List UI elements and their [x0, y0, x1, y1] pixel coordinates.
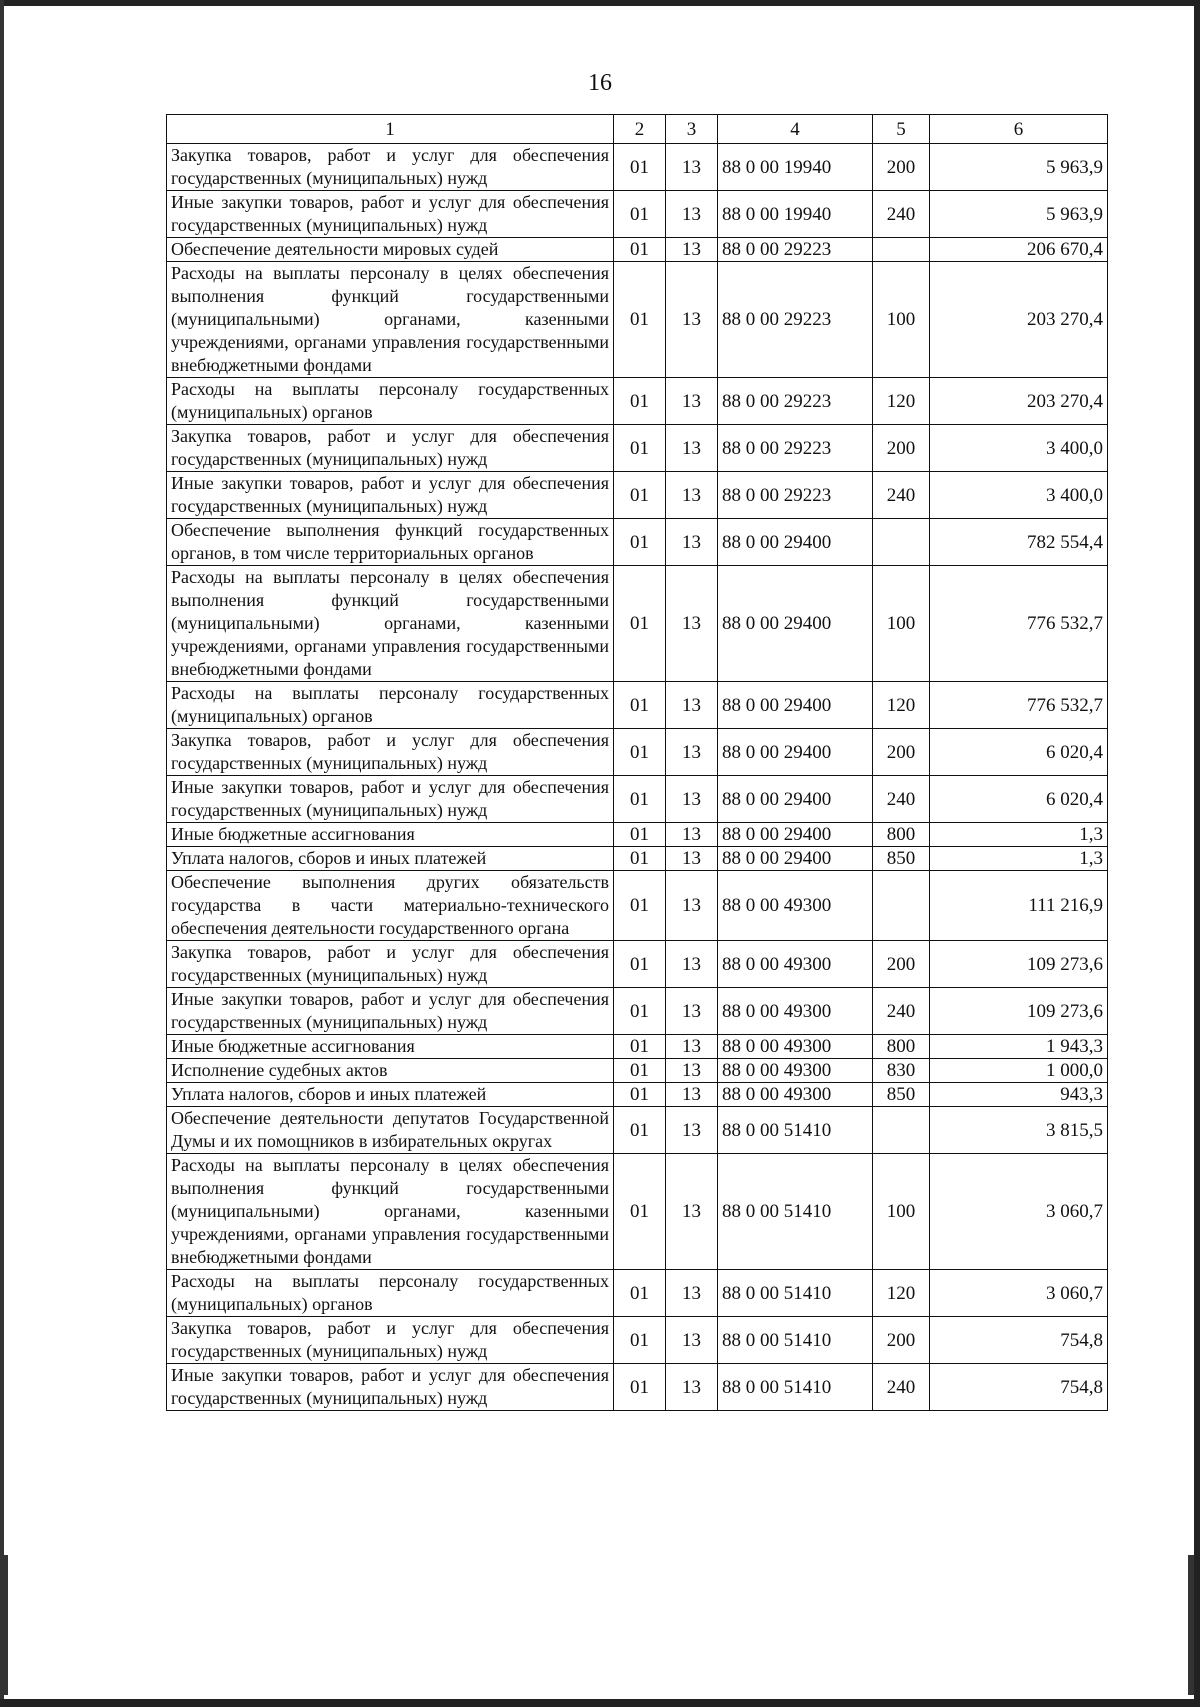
row-subsection: 13	[666, 1317, 718, 1364]
header-col-6: 6	[930, 115, 1108, 144]
row-amount: 5 963,9	[930, 191, 1108, 238]
row-section: 01	[614, 941, 666, 988]
row-subsection: 13	[666, 847, 718, 871]
row-section: 01	[614, 682, 666, 729]
row-amount: 1,3	[930, 823, 1108, 847]
table-row	[167, 847, 1108, 871]
row-section: 01	[614, 729, 666, 776]
row-section: 01	[614, 988, 666, 1035]
row-amount: 776 532,7	[930, 566, 1108, 682]
table-row	[167, 191, 1108, 238]
header-col-4: 4	[718, 115, 873, 144]
row-subsection: 13	[666, 144, 718, 191]
row-target-code: 88 0 00 29400	[718, 776, 873, 823]
row-section: 01	[614, 1154, 666, 1270]
row-section: 01	[614, 1035, 666, 1059]
row-amount: 109 273,6	[930, 941, 1108, 988]
row-target-code: 88 0 00 49300	[718, 988, 873, 1035]
row-expense-type: 200	[873, 941, 930, 988]
row-description: Обеспечение выполнения других обязательств государства в части материально-технического обеспечения деятельности государственного органа	[167, 871, 614, 941]
row-target-code: 88 0 00 19940	[718, 144, 873, 191]
row-section: 01	[614, 1083, 666, 1107]
row-section: 01	[614, 519, 666, 566]
table-row	[167, 1059, 1108, 1083]
row-amount: 3 060,7	[930, 1154, 1108, 1270]
row-section: 01	[614, 1364, 666, 1411]
row-subsection: 13	[666, 1154, 718, 1270]
row-description: Уплата налогов, сборов и иных платежей	[167, 1083, 614, 1107]
row-description: Расходы на выплаты персоналу в целях обеспечения выполнения функций государственными (муниципальными) органами, казенными учреждениями, органами управления государственными внебюджетными фондами	[167, 262, 614, 378]
row-description: Иные закупки товаров, работ и услуг для обеспечения государственных (муниципальных) нужд	[167, 988, 614, 1035]
row-description: Исполнение судебных актов	[167, 1059, 614, 1083]
row-expense-type: 120	[873, 1270, 930, 1317]
row-expense-type: 240	[873, 988, 930, 1035]
row-subsection: 13	[666, 1364, 718, 1411]
row-subsection: 13	[666, 1059, 718, 1083]
row-target-code: 88 0 00 51410	[718, 1364, 873, 1411]
row-amount: 206 670,4	[930, 238, 1108, 262]
row-expense-type: 800	[873, 823, 930, 847]
row-description: Закупка товаров, работ и услуг для обеспечения государственных (муниципальных) нужд	[167, 1317, 614, 1364]
row-amount: 754,8	[930, 1317, 1108, 1364]
row-target-code: 88 0 00 49300	[718, 871, 873, 941]
row-amount: 3 815,5	[930, 1107, 1108, 1154]
row-amount: 1,3	[930, 847, 1108, 871]
row-amount: 3 400,0	[930, 425, 1108, 472]
row-amount: 5 963,9	[930, 144, 1108, 191]
table-row	[167, 1270, 1108, 1317]
row-section: 01	[614, 1317, 666, 1364]
table-row	[167, 472, 1108, 519]
row-section: 01	[614, 823, 666, 847]
table-row	[167, 425, 1108, 472]
row-target-code: 88 0 00 49300	[718, 1083, 873, 1107]
row-subsection: 13	[666, 871, 718, 941]
row-target-code: 88 0 00 29223	[718, 262, 873, 378]
row-target-code: 88 0 00 19940	[718, 191, 873, 238]
row-description: Иные закупки товаров, работ и услуг для обеспечения государственных (муниципальных) нужд	[167, 472, 614, 519]
row-amount: 776 532,7	[930, 682, 1108, 729]
row-target-code: 88 0 00 29400	[718, 729, 873, 776]
scan-border-bottom	[0, 1699, 1200, 1707]
row-expense-type: 830	[873, 1059, 930, 1083]
row-subsection: 13	[666, 566, 718, 682]
row-amount: 6 020,4	[930, 776, 1108, 823]
row-subsection: 13	[666, 1083, 718, 1107]
row-target-code: 88 0 00 29400	[718, 823, 873, 847]
row-expense-type	[873, 1107, 930, 1154]
table-row	[167, 1317, 1108, 1364]
row-expense-type: 240	[873, 191, 930, 238]
row-section: 01	[614, 566, 666, 682]
row-expense-type: 100	[873, 262, 930, 378]
row-section: 01	[614, 262, 666, 378]
row-description: Закупка товаров, работ и услуг для обеспечения государственных (муниципальных) нужд	[167, 144, 614, 191]
row-target-code: 88 0 00 49300	[718, 941, 873, 988]
row-section: 01	[614, 472, 666, 519]
row-section: 01	[614, 1270, 666, 1317]
row-section: 01	[614, 871, 666, 941]
row-subsection: 13	[666, 262, 718, 378]
row-subsection: 13	[666, 729, 718, 776]
table-row	[167, 1035, 1108, 1059]
row-subsection: 13	[666, 682, 718, 729]
table-row	[167, 1083, 1108, 1107]
table-row	[167, 823, 1108, 847]
row-target-code: 88 0 00 29400	[718, 566, 873, 682]
header-col-1: 1	[167, 115, 614, 144]
row-amount: 203 270,4	[930, 378, 1108, 425]
row-amount: 1 000,0	[930, 1059, 1108, 1083]
row-section: 01	[614, 238, 666, 262]
table-row	[167, 238, 1108, 262]
row-subsection: 13	[666, 1035, 718, 1059]
row-description: Расходы на выплаты персоналу государственных (муниципальных) органов	[167, 378, 614, 425]
row-subsection: 13	[666, 941, 718, 988]
row-amount: 1 943,3	[930, 1035, 1108, 1059]
table-row	[167, 144, 1108, 191]
row-expense-type	[873, 871, 930, 941]
row-target-code: 88 0 00 29400	[718, 519, 873, 566]
row-amount: 6 020,4	[930, 729, 1108, 776]
table-row	[167, 941, 1108, 988]
row-expense-type: 100	[873, 566, 930, 682]
row-subsection: 13	[666, 191, 718, 238]
row-description: Расходы на выплаты персоналу в целях обеспечения выполнения функций государственными (муниципальными) органами, казенными учреждениями, органами управления государственными внебюджетными фондами	[167, 1154, 614, 1270]
row-target-code: 88 0 00 51410	[718, 1107, 873, 1154]
row-expense-type	[873, 519, 930, 566]
row-target-code: 88 0 00 49300	[718, 1035, 873, 1059]
row-target-code: 88 0 00 29223	[718, 425, 873, 472]
row-subsection: 13	[666, 378, 718, 425]
row-expense-type: 200	[873, 1317, 930, 1364]
row-expense-type: 100	[873, 1154, 930, 1270]
row-subsection: 13	[666, 425, 718, 472]
row-description: Иные бюджетные ассигнования	[167, 1035, 614, 1059]
table-row	[167, 1107, 1108, 1154]
table-row	[167, 776, 1108, 823]
row-target-code: 88 0 00 29223	[718, 378, 873, 425]
row-target-code: 88 0 00 49300	[718, 1059, 873, 1083]
row-amount: 3 400,0	[930, 472, 1108, 519]
row-expense-type	[873, 238, 930, 262]
row-amount: 3 060,7	[930, 1270, 1108, 1317]
row-section: 01	[614, 191, 666, 238]
table-row	[167, 1154, 1108, 1270]
table-row	[167, 1364, 1108, 1411]
table-row	[167, 566, 1108, 682]
row-expense-type: 240	[873, 1364, 930, 1411]
row-expense-type: 120	[873, 682, 930, 729]
row-expense-type: 240	[873, 472, 930, 519]
row-description: Иные закупки товаров, работ и услуг для обеспечения государственных (муниципальных) нужд	[167, 191, 614, 238]
row-expense-type: 200	[873, 144, 930, 191]
row-description: Расходы на выплаты персоналу в целях обеспечения выполнения функций государственными (муниципальными) органами, казенными учреждениями, органами управления государственными внебюджетными фондами	[167, 566, 614, 682]
table-row	[167, 729, 1108, 776]
row-target-code: 88 0 00 29400	[718, 682, 873, 729]
row-description: Иные закупки товаров, работ и услуг для обеспечения государственных (муниципальных) нужд	[167, 776, 614, 823]
table-row	[167, 519, 1108, 566]
row-section: 01	[614, 1059, 666, 1083]
row-section: 01	[614, 144, 666, 191]
header-col-5: 5	[873, 115, 930, 144]
table-row	[167, 988, 1108, 1035]
row-description: Закупка товаров, работ и услуг для обеспечения государственных (муниципальных) нужд	[167, 729, 614, 776]
row-description: Обеспечение деятельности депутатов Государственной Думы и их помощников в избирательных округах	[167, 1107, 614, 1154]
row-description: Закупка товаров, работ и услуг для обеспечения государственных (муниципальных) нужд	[167, 425, 614, 472]
row-description: Иные закупки товаров, работ и услуг для обеспечения государственных (муниципальных) нужд	[167, 1364, 614, 1411]
row-target-code: 88 0 00 29223	[718, 472, 873, 519]
row-amount: 203 270,4	[930, 262, 1108, 378]
row-amount: 111 216,9	[930, 871, 1108, 941]
row-target-code: 88 0 00 51410	[718, 1154, 873, 1270]
row-section: 01	[614, 378, 666, 425]
row-description: Уплата налогов, сборов и иных платежей	[167, 847, 614, 871]
row-target-code: 88 0 00 29400	[718, 847, 873, 871]
header-col-3: 3	[666, 115, 718, 144]
row-description: Обеспечение деятельности мировых судей	[167, 238, 614, 262]
scan-border-top	[0, 0, 1200, 6]
row-subsection: 13	[666, 472, 718, 519]
row-amount: 754,8	[930, 1364, 1108, 1411]
row-description: Расходы на выплаты персоналу государственных (муниципальных) органов	[167, 1270, 614, 1317]
scan-mark-right	[1188, 1555, 1194, 1695]
header-row	[167, 115, 1108, 144]
row-expense-type: 120	[873, 378, 930, 425]
row-amount: 109 273,6	[930, 988, 1108, 1035]
row-expense-type: 850	[873, 1083, 930, 1107]
table-row	[167, 682, 1108, 729]
row-description: Расходы на выплаты персоналу государственных (муниципальных) органов	[167, 682, 614, 729]
row-subsection: 13	[666, 238, 718, 262]
row-expense-type: 850	[873, 847, 930, 871]
table-row	[167, 262, 1108, 378]
row-description: Обеспечение выполнения функций государственных органов, в том числе территориальных органов	[167, 519, 614, 566]
row-target-code: 88 0 00 29223	[718, 238, 873, 262]
row-subsection: 13	[666, 519, 718, 566]
table-row	[167, 871, 1108, 941]
row-subsection: 13	[666, 823, 718, 847]
scan-border-left	[0, 0, 4, 1707]
row-subsection: 13	[666, 1270, 718, 1317]
row-target-code: 88 0 00 51410	[718, 1317, 873, 1364]
row-section: 01	[614, 847, 666, 871]
row-amount: 782 554,4	[930, 519, 1108, 566]
table-row	[167, 378, 1108, 425]
row-expense-type: 200	[873, 425, 930, 472]
scan-mark-left	[4, 1555, 8, 1695]
row-expense-type: 800	[873, 1035, 930, 1059]
row-subsection: 13	[666, 776, 718, 823]
row-description: Иные бюджетные ассигнования	[167, 823, 614, 847]
row-amount: 943,3	[930, 1083, 1108, 1107]
table-body	[167, 144, 1108, 1411]
header-col-2: 2	[614, 115, 666, 144]
budget-table	[166, 114, 1108, 1411]
row-subsection: 13	[666, 1107, 718, 1154]
page-number: 16	[588, 70, 612, 96]
row-section: 01	[614, 1107, 666, 1154]
scan-border-right	[1194, 0, 1200, 1707]
row-target-code: 88 0 00 51410	[718, 1270, 873, 1317]
row-subsection: 13	[666, 988, 718, 1035]
row-expense-type: 200	[873, 729, 930, 776]
row-section: 01	[614, 425, 666, 472]
row-description: Закупка товаров, работ и услуг для обеспечения государственных (муниципальных) нужд	[167, 941, 614, 988]
row-expense-type: 240	[873, 776, 930, 823]
row-section: 01	[614, 776, 666, 823]
